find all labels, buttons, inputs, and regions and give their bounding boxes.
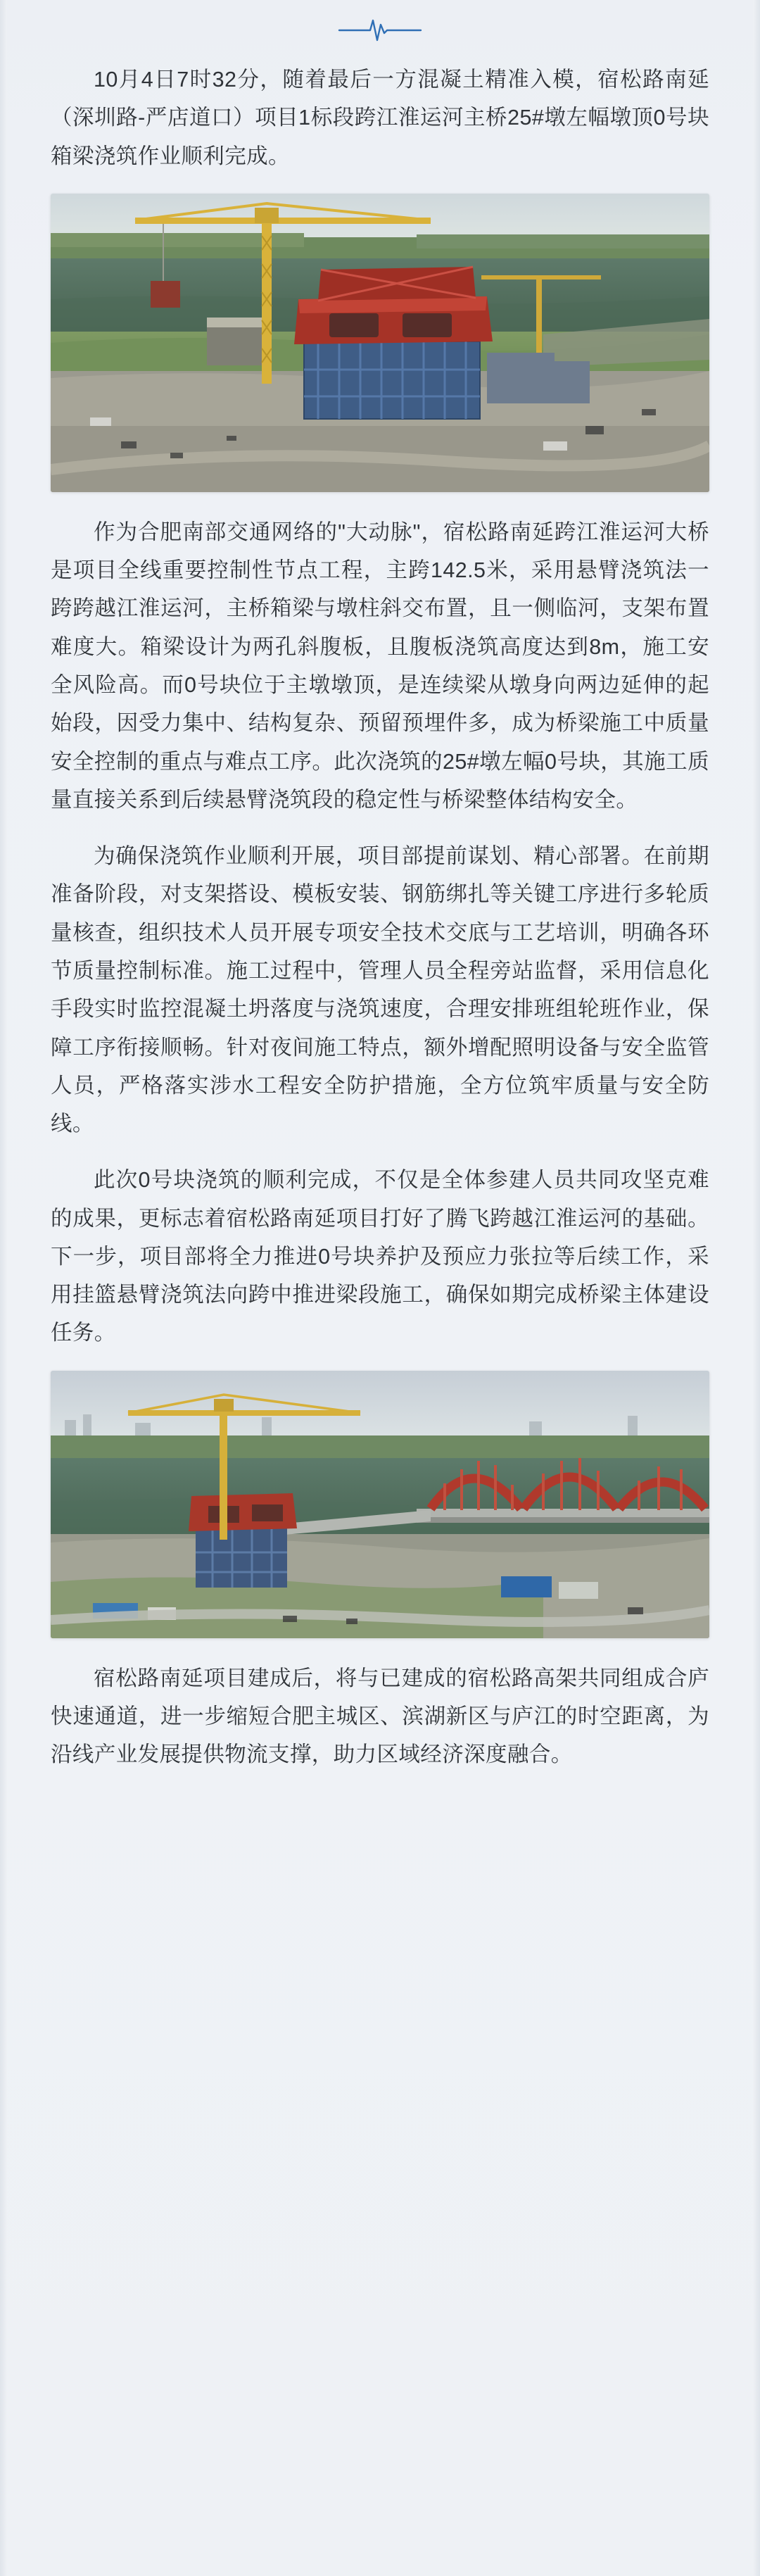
paragraph-measures: 为确保浇筑作业顺利开展，项目部提前谋划、精心部署。在前期准备阶段，对支架搭设、模板安装、钢筋绑扎等关键工序进行多轮质量核查，组织技术人员开展专项安全技术交底与工艺培训，明确各环节质量控制标准。施工过程中，管理人员全程旁站监督，采用信息化手段实时监控混凝土坍落度与浇筑速度，合理安排班组轮班作业，保障工序衔接顺畅。针对夜间施工特点，额外增配照明设备与安全监管人员，严格落实涉水工程安全防护措施，全方位筑牢质量与安全防线。 bbox=[51, 844, 709, 1136]
paragraph-significance: 此次0号块浇筑的顺利完成，不仅是全体参建人员共同攻坚克难的成果，更标志着宿松路南延项目打好了腾飞跨越江淮运河的基础。下一步，项目部将全力推进0号块养护及预应力张拉等后续工作，采用挂篮悬臂浇筑法向跨中推进梁段施工，确保如期完成桥梁主体建设任务。 bbox=[51, 1168, 709, 1345]
header-ornament bbox=[0, 0, 760, 61]
article-content bbox=[0, 61, 760, 1798]
paragraph-outlook: 宿松路南延项目建成后，将与已建成的宿松路高架共同组成合庐快速通道，进一步缩短合肥主城区、滨湖新区与庐江的时空距离，为沿线产业发展提供物流支撑，助力区域经济深度融合。 bbox=[51, 1666, 709, 1767]
paragraph-background: 作为合肥南部交通网络的"大动脉"，宿松路南延跨江淮运河大桥是项目全线重要控制性节点工程，主跨142.5米，采用悬臂浇筑法一跨跨越江淮运河，主桥箱梁与墩柱斜交布置，且一侧临河，支架布置难度大。箱梁设计为两孔斜腹板，且腹板浇筑高度达到8m，施工安全风险高。而0号块位于主墩墩顶，是连续梁从墩身向两边延伸的起始段，因受力集中、结构复杂、预留预埋件多，成为桥梁施工中质量安全控制的重点与难点工序。此次浇筑的25#墩左幅0号块，其施工质量直接关系到后续悬臂浇筑段的稳定性与桥梁整体结构安全。 bbox=[51, 520, 709, 812]
pulse-wave-icon bbox=[338, 13, 422, 47]
bottom-spacer bbox=[51, 1792, 709, 1798]
bridge-pier-construction-photo bbox=[51, 194, 709, 492]
paragraph-lead: 10月4日7时32分，随着最后一方混凝土精准入模，宿松路南延（深圳路-严店道口）项目1标段跨江淮运河主桥25#墩左幅墩顶0号块箱梁浇筑作业顺利完成。 bbox=[51, 68, 709, 168]
bridge-overview-aerial-photo bbox=[51, 1371, 709, 1638]
